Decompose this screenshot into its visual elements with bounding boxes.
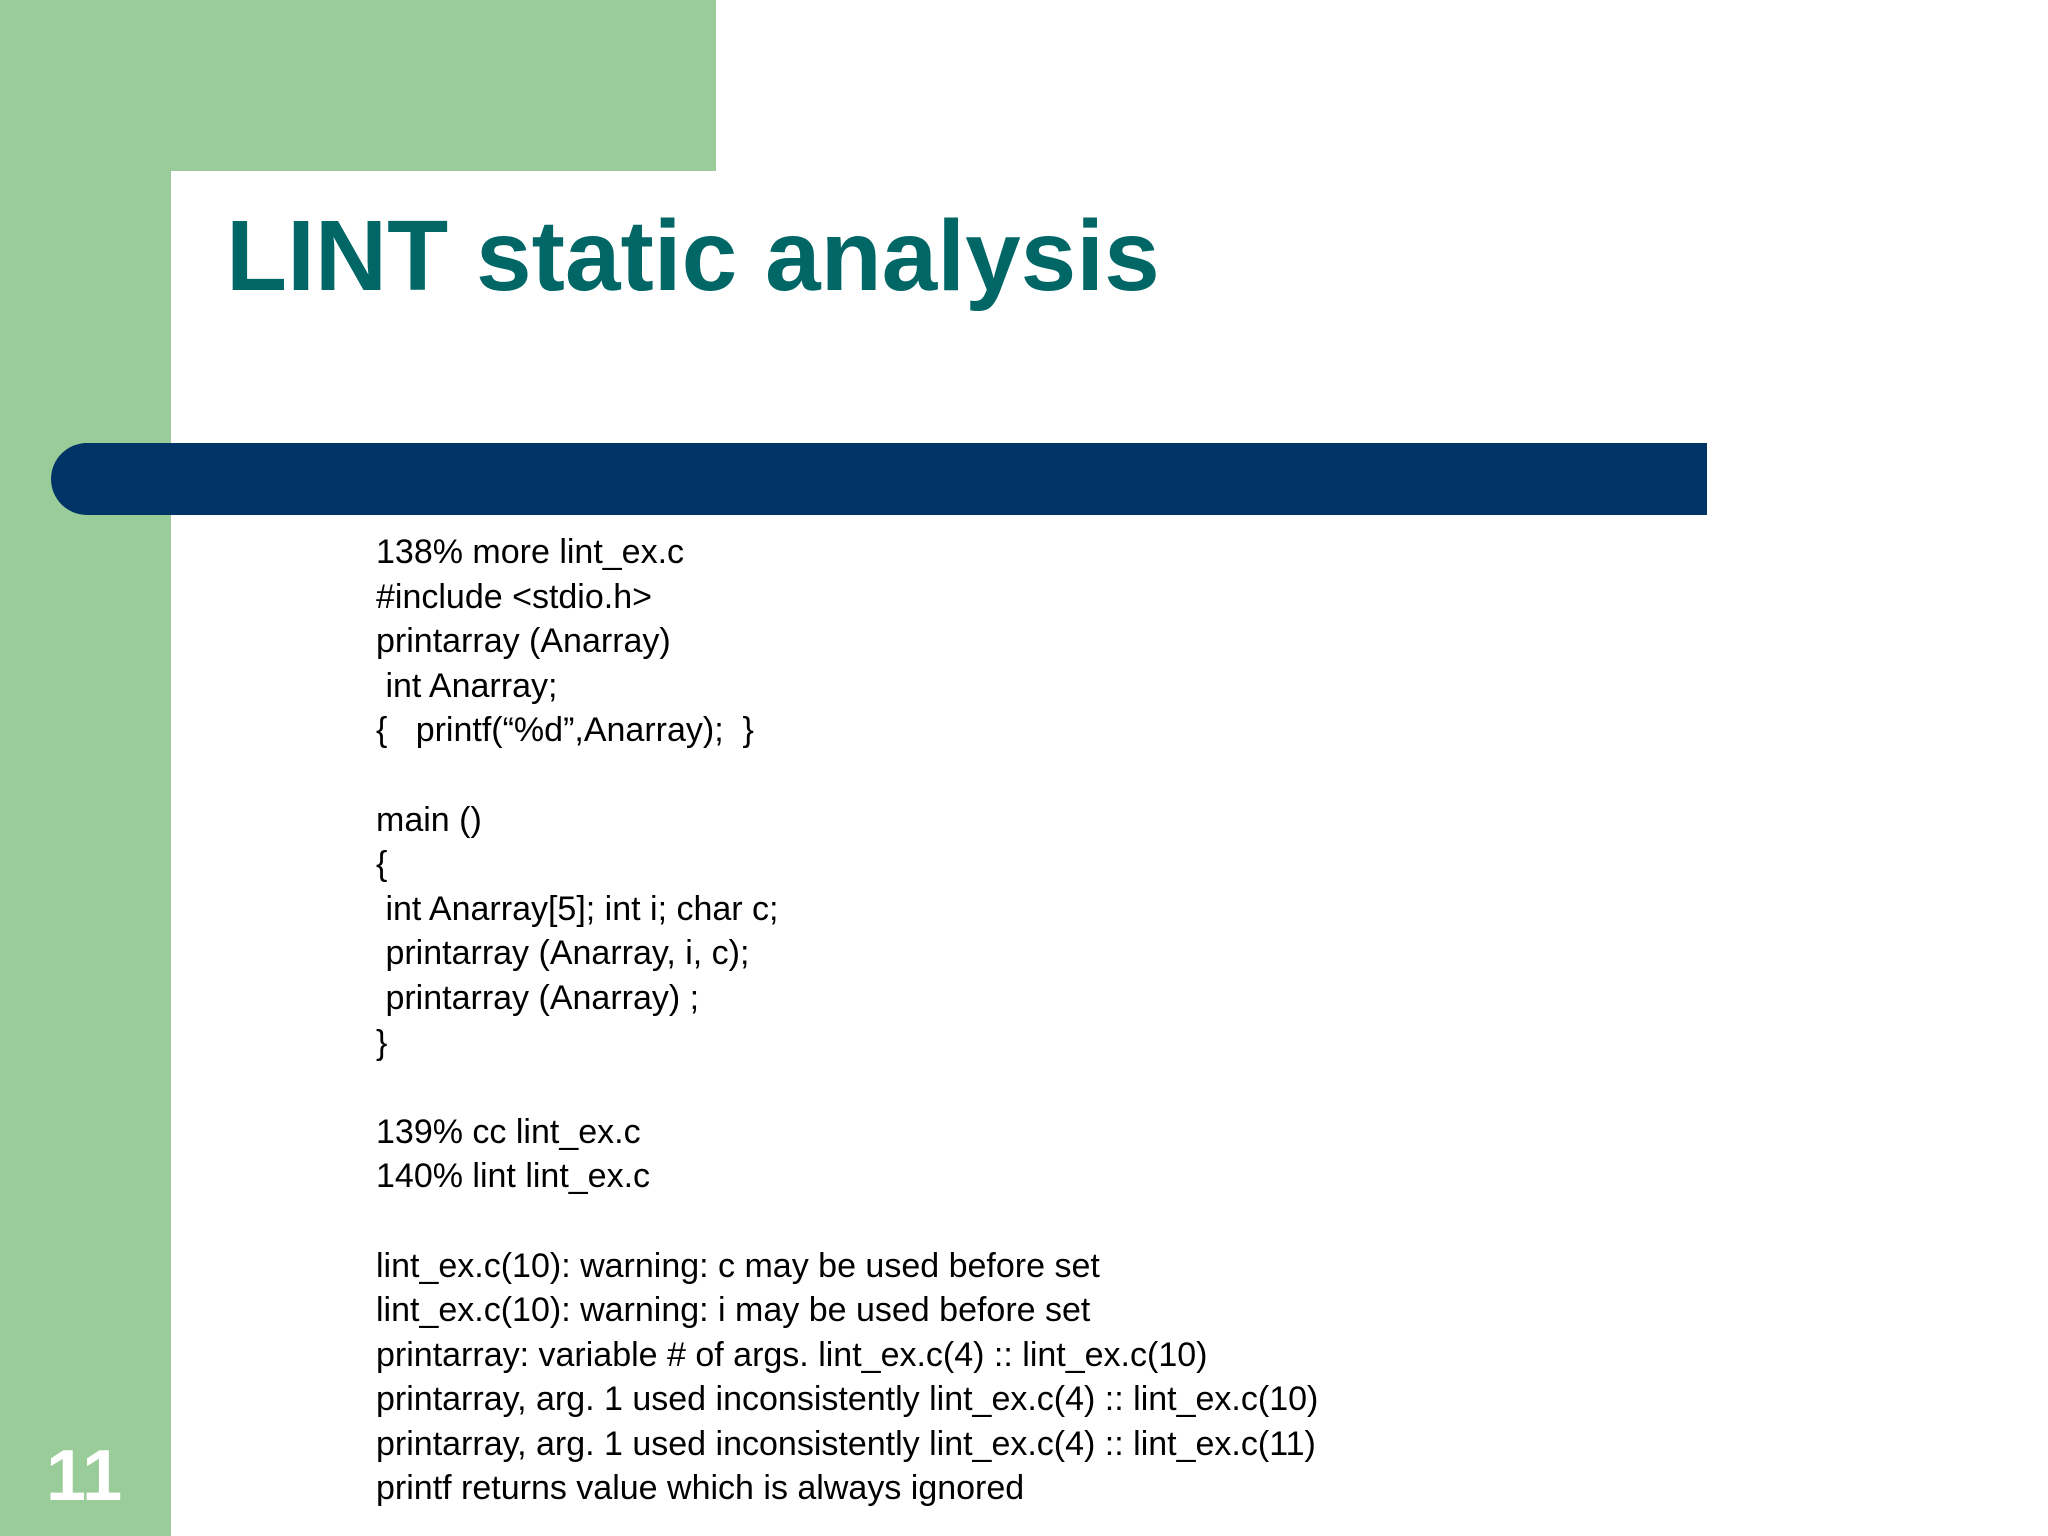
- code-line: 138% more lint_ex.c: [376, 533, 685, 571]
- code-line: printarray: variable # of args. lint_ex.c(4) :: lint_ex.c(10): [376, 1335, 1208, 1374]
- code-line: printarray, arg. 1 used inconsistently lint_ex.c(4) :: lint_ex.c(10): [376, 1380, 1319, 1419]
- code-line: lint_ex.c(10): warning: i may be used before set: [376, 1291, 1091, 1330]
- slide-title: LINT static analysis: [226, 200, 1160, 312]
- code-line: printarray (Anarray, i, c);: [376, 934, 750, 973]
- title-divider-bar: [51, 443, 1707, 515]
- code-line: printarray, arg. 1 used inconsistently lint_ex.c(4) :: lint_ex.c(11): [376, 1424, 1316, 1463]
- code-line: }: [376, 1023, 388, 1062]
- code-line: #include <stdio.h>: [376, 577, 652, 616]
- code-line: 140% lint lint_ex.c: [376, 1157, 651, 1196]
- code-line: lint_ex.c(10): warning: c may be used before set: [376, 1246, 1100, 1285]
- code-listing: [376, 530, 1318, 1511]
- top-green-band: [0, 0, 716, 171]
- code-line: [376, 1065, 1318, 1110]
- sidebar-green-band: [0, 0, 171, 1536]
- code-line: printarray (Anarray): [376, 622, 671, 661]
- code-line: {: [376, 845, 388, 884]
- code-line: main (): [376, 800, 482, 839]
- code-line: int Anarray;: [376, 666, 558, 705]
- code-line: 139% cc lint_ex.c: [376, 1112, 641, 1151]
- code-line: [376, 753, 1318, 798]
- code-line: [376, 1199, 1318, 1244]
- code-line: { printf(“%d”,Anarray); }: [376, 711, 754, 750]
- code-line: printarray (Anarray) ;: [376, 978, 700, 1017]
- code-line: printf returns value which is always ignored: [376, 1469, 1025, 1508]
- code-line: int Anarray[5]; int i; char c;: [376, 889, 779, 928]
- slide-number: 11: [46, 1436, 123, 1516]
